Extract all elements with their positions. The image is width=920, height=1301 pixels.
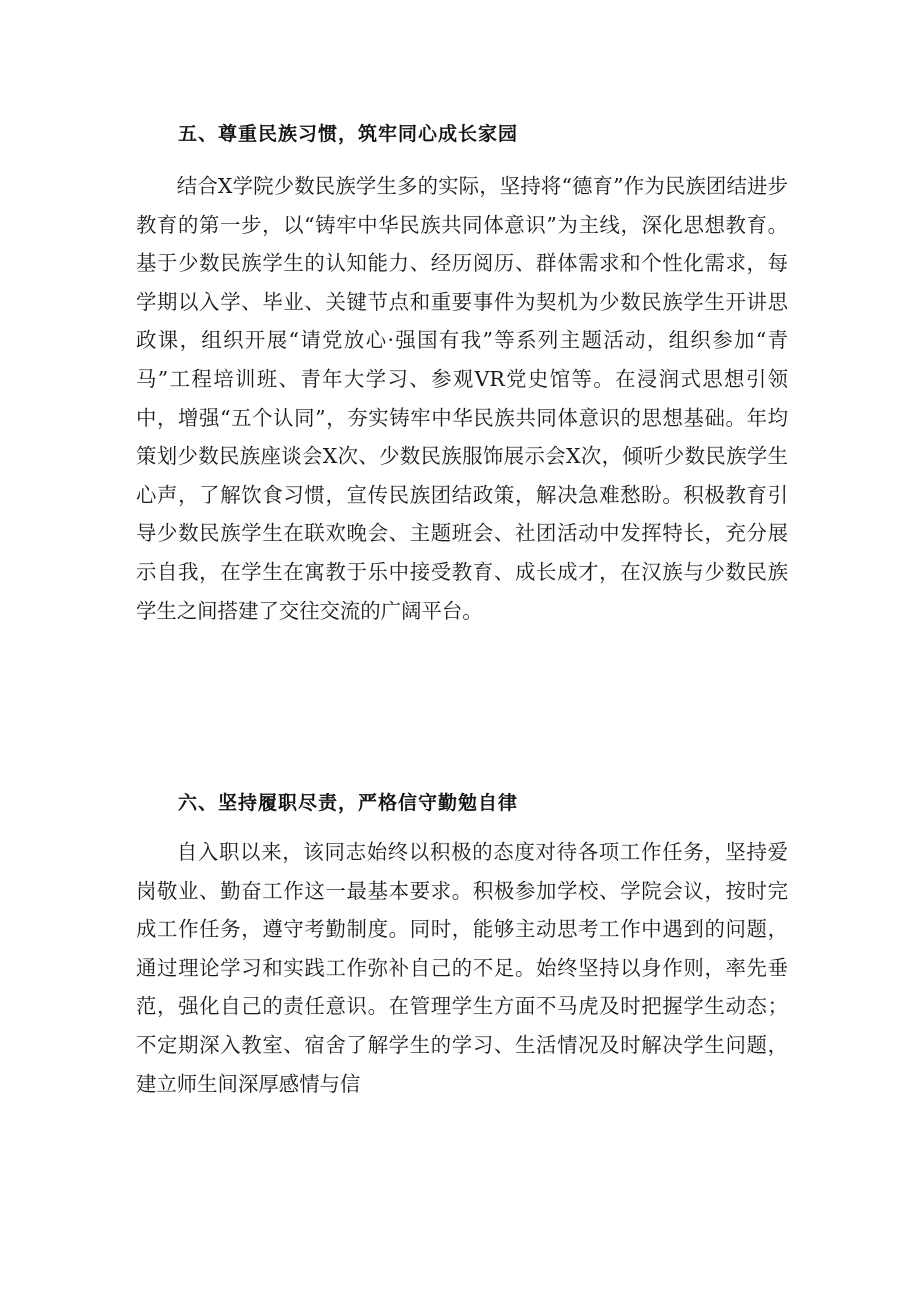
- section-paragraph-5: 结合X学院少数民族学生多的实际，坚持将“德育”作为民族团结进步教育的第一步，以“铸牢中华民族共同体意识”为主线，深化思想教育。基于少数民族学生的认知能力、经历阅历、群体需求和个性化需求，每学期以入学、毕业、关键节点和重要事件为契机为少数民族学生开讲思政课，组织开展“请党放心·强国有我”等系列主题活动，组织参加“青马”工程培训班、青年大学习、参观VR党史馆等。在浸润式思想引领中，增强“五个认同”，夯实铸牢中华民族共同体意识的思想基础。年均策划少数民族座谈会X次、少数民族服饰展示会X次，倾听少数民族学生心声，了解饮食习惯，宣传民族团结政策，解决急难愁盼。积极教育引导少数民族学生在联欢晚会、主题班会、社团活动中发挥特长，充分展示自我，在学生在寓教于乐中接受教育、成长成才，在汉族与少数民族学生之间搭建了交往交流的广阔平台。: [136, 174, 788, 623]
- section-paragraph-6: 自入职以来，该同志始终以积极的态度对待各项工作任务，坚持爱岗敬业、勤奋工作这一最基本要求。积极参加学校、学院会议，按时完成工作任务，遵守考勤制度。同时，能够主动思考工作中遇到的问题，通过理论学习和实践工作弥补自己的不足。始终坚持以身作则，率先垂范，强化自己的责任意识。在管理学生方面不马虎及时把握学生动态；不定期深入教室、宿舍了解学生的学习、生活情况及时解决学生问题，建立师生间深厚感情与信: [136, 840, 788, 1096]
- section-heading-6: 六、坚持履职尽责，严格信守勤勉自律: [178, 792, 519, 814]
- section-heading-5: 五、尊重民族习惯，筑牢同心成长家园: [178, 123, 519, 145]
